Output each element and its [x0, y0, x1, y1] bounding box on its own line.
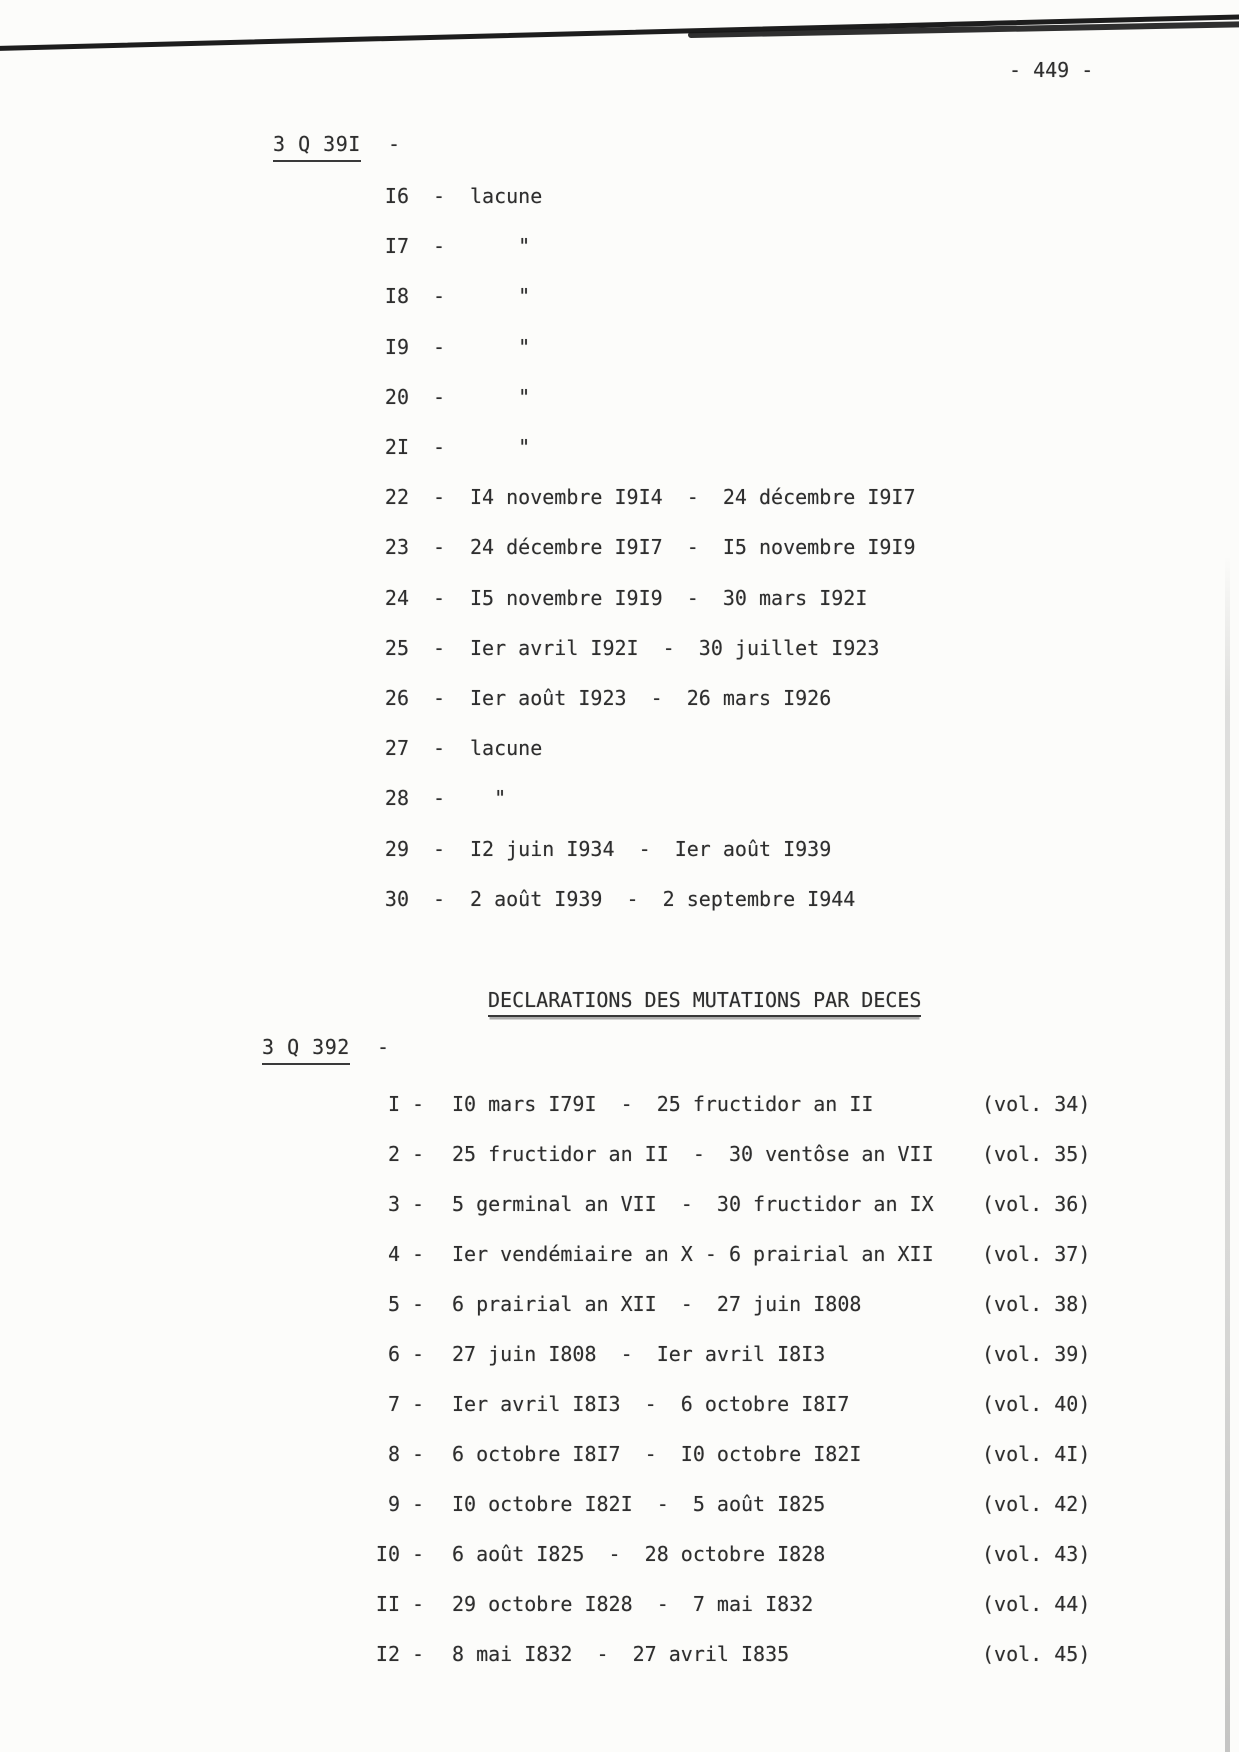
item-number: 23	[384, 535, 409, 559]
item-text: I2 juin I934 - Ier août I939	[470, 837, 832, 861]
item-number: 8	[387, 1442, 400, 1466]
item-dash: -	[412, 1492, 425, 1516]
item-number: 5	[387, 1292, 400, 1316]
item-text: 6 août I825 - 28 octobre I828	[452, 1542, 826, 1566]
list-item	[0, 1642, 1239, 1668]
item-volume: (vol. 42)	[982, 1492, 1091, 1516]
item-volume: (vol. 34)	[982, 1092, 1091, 1116]
item-number: 2	[387, 1142, 400, 1166]
item-number: 22	[384, 485, 409, 509]
item-number: I8	[384, 284, 409, 308]
item-text: Ier avril I92I - 30 juillet I923	[470, 636, 880, 660]
item-volume: (vol. 40)	[982, 1392, 1091, 1416]
item-dash: -	[412, 1542, 425, 1566]
item-text: 24 décembre I9I7 - I5 novembre I9I9	[470, 535, 916, 559]
list-item	[0, 1392, 1239, 1418]
list-item	[0, 887, 1239, 913]
item-number: I7	[384, 234, 409, 258]
list-item	[0, 1542, 1239, 1568]
top-horizontal-rule	[0, 14, 1239, 51]
item-dash: -	[433, 184, 446, 208]
list-item	[0, 234, 1239, 260]
list-item	[0, 385, 1239, 411]
list-item	[0, 1142, 1239, 1168]
list-item	[0, 1592, 1239, 1618]
item-dash: -	[433, 586, 446, 610]
item-dash: -	[433, 335, 446, 359]
item-dash: -	[412, 1192, 425, 1216]
item-text: "	[470, 786, 507, 810]
item-dash: -	[412, 1592, 425, 1616]
item-volume: (vol. 43)	[982, 1542, 1091, 1566]
item-dash: -	[412, 1142, 425, 1166]
item-text: 27 juin I808 - Ier avril I8I3	[452, 1342, 826, 1366]
list-item	[0, 837, 1239, 863]
item-dash: -	[412, 1642, 425, 1666]
item-volume: (vol. 45)	[982, 1642, 1091, 1666]
item-number: 4	[387, 1242, 400, 1266]
item-dash: -	[433, 284, 446, 308]
item-number: 26	[384, 686, 409, 710]
item-volume: (vol. 44)	[982, 1592, 1091, 1616]
section1-code: 3 Q 39I	[273, 132, 361, 162]
page-number: - 449 -	[1009, 58, 1094, 82]
list-item	[0, 184, 1239, 210]
item-text: lacune	[470, 184, 543, 208]
item-text: 25 fructidor an II - 30 ventôse an VII	[452, 1142, 934, 1166]
item-number: 27	[384, 736, 409, 760]
item-number: 25	[384, 636, 409, 660]
item-dash: -	[433, 887, 446, 911]
item-text: Ier vendémiaire an X - 6 prairial an XII	[452, 1242, 934, 1266]
item-volume: (vol. 38)	[982, 1292, 1091, 1316]
item-number: 6	[387, 1342, 400, 1366]
item-dash: -	[433, 636, 446, 660]
item-dash: -	[433, 435, 446, 459]
item-number: I2	[375, 1642, 400, 1666]
item-volume: (vol. 35)	[982, 1142, 1091, 1166]
list-item	[0, 1342, 1239, 1368]
item-text: I0 octobre I82I - 5 août I825	[452, 1492, 826, 1516]
item-text: 6 octobre I8I7 - I0 octobre I82I	[452, 1442, 862, 1466]
item-number: 28	[384, 786, 409, 810]
item-dash: -	[433, 786, 446, 810]
list-item	[0, 535, 1239, 561]
list-item	[0, 586, 1239, 612]
item-volume: (vol. 4I)	[982, 1442, 1091, 1466]
item-number: I0	[375, 1542, 400, 1566]
list-item	[0, 1192, 1239, 1218]
section1-code-dash: -	[388, 132, 401, 156]
item-dash: -	[412, 1442, 425, 1466]
item-text: I0 mars I79I - 25 fructidor an II	[452, 1092, 874, 1116]
item-dash: -	[433, 385, 446, 409]
item-number: 20	[384, 385, 409, 409]
item-dash: -	[412, 1392, 425, 1416]
list-item	[0, 786, 1239, 812]
section2-code: 3 Q 392	[262, 1035, 350, 1065]
item-dash: -	[433, 485, 446, 509]
item-number: I9	[384, 335, 409, 359]
item-text: I5 novembre I9I9 - 30 mars I92I	[470, 586, 868, 610]
item-number: 7	[387, 1392, 400, 1416]
list-item	[0, 1092, 1239, 1118]
item-dash: -	[433, 535, 446, 559]
item-text: Ier avril I8I3 - 6 octobre I8I7	[452, 1392, 850, 1416]
item-text: 2 août I939 - 2 septembre I944	[470, 887, 856, 911]
item-text: 5 germinal an VII - 30 fructidor an IX	[452, 1192, 934, 1216]
list-item	[0, 1442, 1239, 1468]
list-item	[0, 636, 1239, 662]
item-text: "	[470, 234, 531, 258]
item-text: lacune	[470, 736, 543, 760]
item-number: II	[375, 1592, 400, 1616]
list-item	[0, 1492, 1239, 1518]
item-number: 29	[384, 837, 409, 861]
item-number: 30	[384, 887, 409, 911]
item-text: "	[470, 335, 531, 359]
item-text: "	[470, 284, 531, 308]
item-dash: -	[433, 686, 446, 710]
item-text: 29 octobre I828 - 7 mai I832	[452, 1592, 814, 1616]
item-number: 3	[387, 1192, 400, 1216]
item-volume: (vol. 37)	[982, 1242, 1091, 1266]
list-item	[0, 736, 1239, 762]
item-number: 24	[384, 586, 409, 610]
item-dash: -	[412, 1092, 425, 1116]
item-number: 2I	[384, 435, 409, 459]
list-item	[0, 435, 1239, 461]
list-item	[0, 485, 1239, 511]
list-item	[0, 1242, 1239, 1268]
item-text: 6 prairial an XII - 27 juin I808	[452, 1292, 862, 1316]
item-number: I6	[384, 184, 409, 208]
item-text: "	[470, 435, 531, 459]
item-number: I	[387, 1092, 400, 1116]
item-number: 9	[387, 1492, 400, 1516]
item-text: "	[470, 385, 531, 409]
section2-code-dash: -	[377, 1035, 390, 1059]
item-volume: (vol. 36)	[982, 1192, 1091, 1216]
item-text: 8 mai I832 - 27 avril I835	[452, 1642, 790, 1666]
list-item	[0, 686, 1239, 712]
item-volume: (vol. 39)	[982, 1342, 1091, 1366]
item-dash: -	[412, 1242, 425, 1266]
list-item	[0, 335, 1239, 361]
list-item	[0, 1292, 1239, 1318]
item-dash: -	[433, 837, 446, 861]
list-item	[0, 284, 1239, 310]
item-dash: -	[433, 234, 446, 258]
item-text: I4 novembre I9I4 - 24 décembre I9I7	[470, 485, 916, 509]
item-text: Ier août I923 - 26 mars I926	[470, 686, 832, 710]
section2-title: DECLARATIONS DES MUTATIONS PAR DECES	[488, 988, 921, 1017]
item-dash: -	[412, 1292, 425, 1316]
item-dash: -	[433, 736, 446, 760]
item-dash: -	[412, 1342, 425, 1366]
